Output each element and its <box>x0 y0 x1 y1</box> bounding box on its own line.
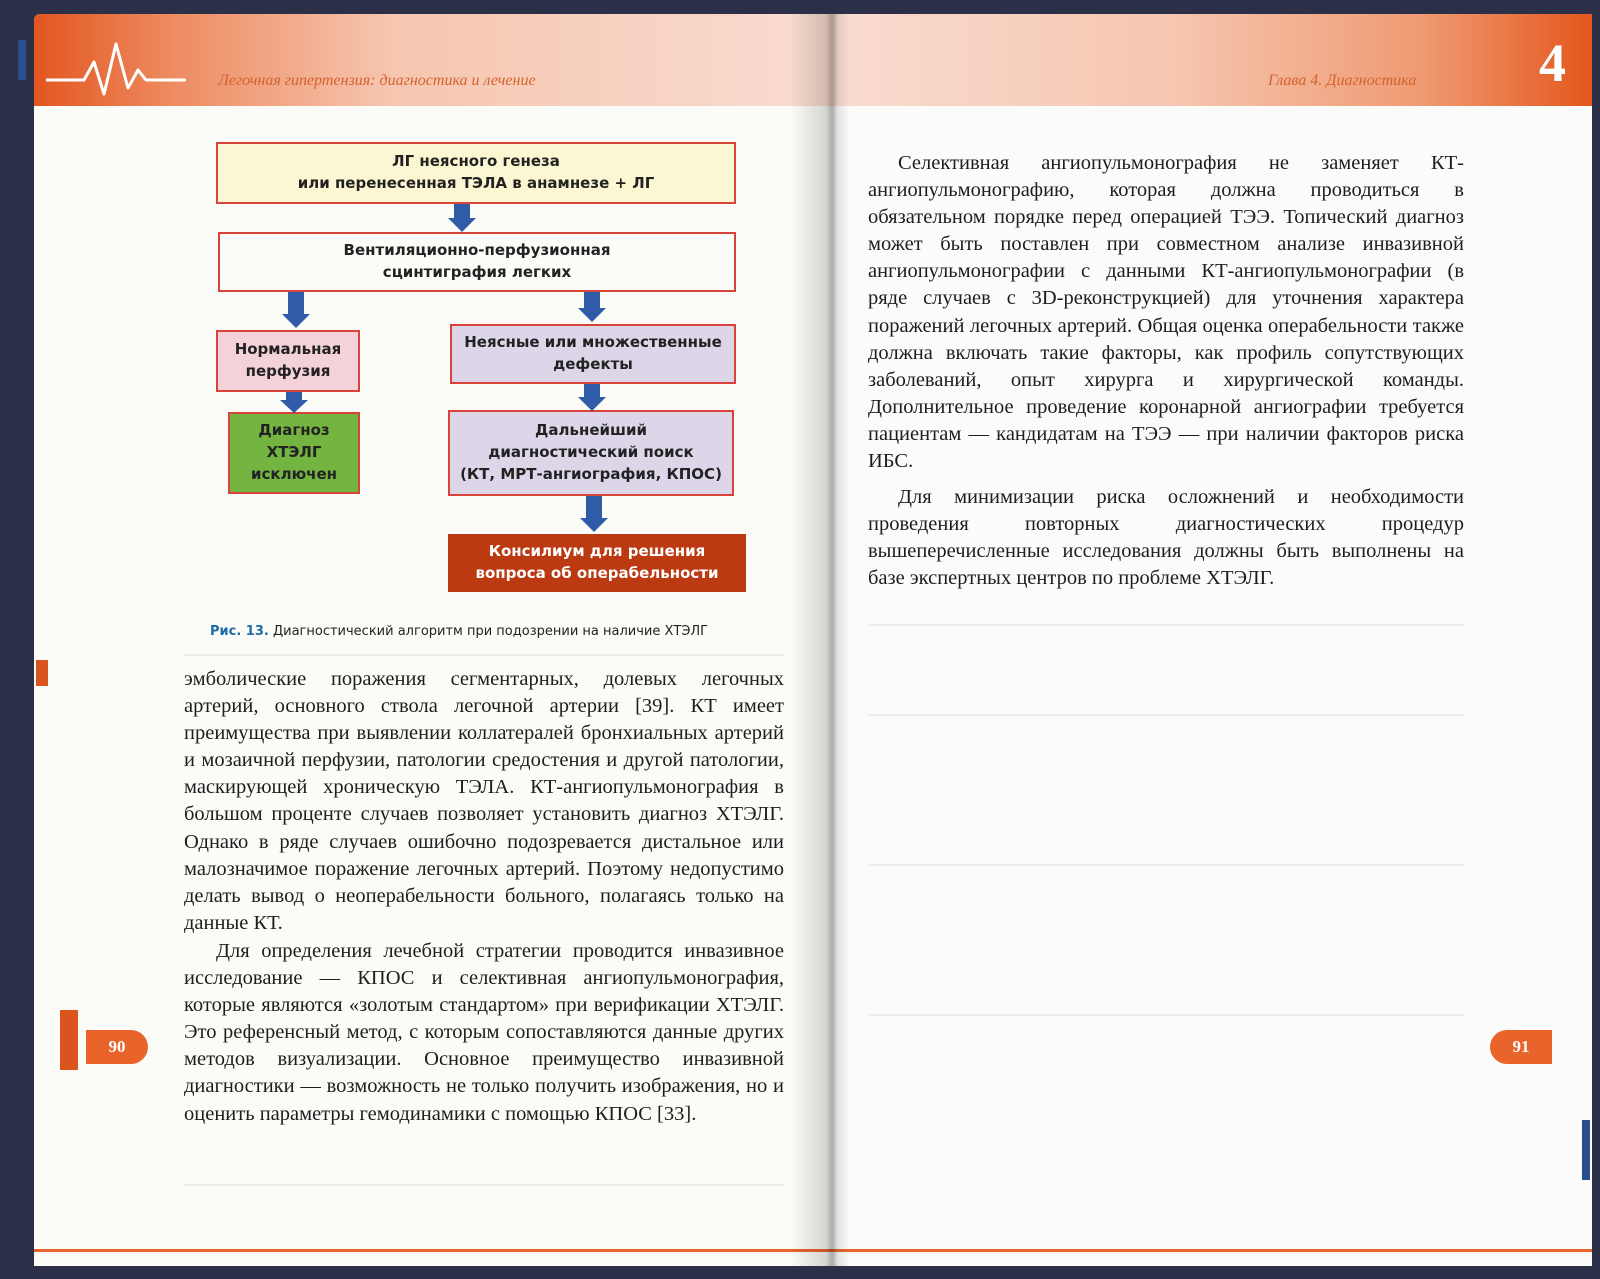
left-page <box>34 14 830 1266</box>
flowchart-box-excluded-text: Диагноз ХТЭЛГ исключен <box>251 421 337 483</box>
flowchart-box-further-search-text: Дальнейший диагностический поиск (КТ, МРТ-ангиография, КПОС) <box>460 421 722 483</box>
flowchart-box-start-text: ЛГ неясного генеза или перенесенная ТЭЛА в анамнезе + ЛГ <box>297 152 655 192</box>
bleed-through <box>868 864 1464 866</box>
figure-caption <box>210 624 708 639</box>
page-number-left: 90 <box>86 1030 148 1064</box>
flowchart-box-scintigraphy-text: Вентиляционно-перфузионная сцинтиграфия легких <box>343 241 611 281</box>
flowchart-arrow <box>280 392 308 414</box>
flowchart-box-defects <box>450 324 736 384</box>
flowchart-box-scintigraphy <box>218 232 736 292</box>
flowchart-box-excluded <box>228 412 360 494</box>
page-edge-mark <box>36 660 48 686</box>
page-edge-mark <box>60 1010 78 1070</box>
left-paragraph-2: Для определения лечебной стратегии проводится инвазивное исследование — КПОС и селективная ангиопульмонография, которые являются «золотым стандартом» при верификации ХТЭЛГ. Это референсный метод, с которым сопоставляются данные других методов визуализации. Основное преимущество инвазивной диагностики — возможность не только получить изображения, но и оценить параметры гемодинамики с помощью КПОС [33]. <box>184 940 784 1125</box>
bleed-through <box>184 1184 784 1186</box>
figure-caption-text: Диагностический алгоритм при подозрении на наличие ХТЭЛГ <box>268 624 709 639</box>
heartbeat-pulse-icon <box>46 32 196 102</box>
page-number-right: 91 <box>1490 1030 1552 1064</box>
figure-label: Рис. 13. <box>210 624 269 639</box>
right-paragraph-2: Для минимизации риска осложнений и необходимости проведения повторных диагностических процедур вышеперечисленные исследования должны быть выполнены на базе экспертных центров по проблеме ХТЭЛГ. <box>868 486 1464 590</box>
left-paragraph-1: эмболические поражения сегментарных, долевых легочных артерий, основного ствола легочной артерии [39]. КТ имеет преимущества при выявлении коллатералей бронхиальных артерий и мозаичной перфузии, патологии средостения и другой патологии, маскирующей хроническую ТЭЛА. КТ-ангиопульмонография в большом проценте случаев позволяет установить диагноз ХТЭЛГ. Однако в ряде случаев ошибочно подозревается дистальное или малозначимое поражение легочных артерий. Поэтому недопустимо делать вывод о неоперабельности больного, полагаясь только на данные КТ. <box>184 668 784 934</box>
flowchart-box-consilium-text: Консилиум для решения вопроса об операбельности <box>475 542 719 582</box>
page-edge-mark <box>18 40 26 80</box>
flowchart-arrow <box>578 384 606 412</box>
right-page <box>830 14 1592 1266</box>
page-edge-mark <box>1582 1120 1590 1180</box>
bleed-through <box>868 714 1464 716</box>
chapter-number: 4 <box>1539 33 1566 93</box>
bleed-through <box>184 654 784 656</box>
running-header-left: Легочная гипертензия: диагностика и лечение <box>218 72 536 89</box>
right-paragraph-1: Селективная ангиопульмонография не заменяет КТ-ангиопульмонографию, которая должна проводиться в обязательном порядке перед операцией ТЭЭ. Топический диагноз может быть поставлен при совместном анализе инвазивной ангиопульмонографии с данными КТ-ангиопульмонографии (в ряде случаев с 3D-реконструкцией) для уточнения характера поражений легочных артерий. Общая оценка операбельности также должна включать такие факторы, как профиль сопутствующих заболеваний, опыт хирурга и хирургической команды. Дополнительное проведение коронарной ангиографии требуется пациентам — кандидатам на ТЭЭ — при наличии факторов риска ИБС. <box>868 152 1464 473</box>
flowchart-arrow <box>578 292 606 324</box>
right-header-band <box>830 14 1592 106</box>
flowchart-arrow <box>448 204 476 234</box>
flowchart-box-defects-text: Неясные или множественные дефекты <box>464 333 722 373</box>
bottom-rule-right <box>830 1249 1592 1252</box>
bleed-through <box>868 624 1464 626</box>
flowchart-box-further-search <box>448 410 734 496</box>
flowchart-arrow <box>580 496 608 534</box>
bleed-through <box>868 1014 1464 1016</box>
flowchart-box-start <box>216 142 736 204</box>
flowchart-box-normal-perfusion <box>216 330 360 392</box>
flowchart-arrow <box>282 292 310 330</box>
flowchart-box-normal-perfusion-text: Нормальная перфузия <box>234 340 342 380</box>
running-header-right: Глава 4. Диагностика <box>1268 72 1417 89</box>
bottom-rule-left <box>34 1249 830 1252</box>
flowchart-box-consilium <box>448 534 746 592</box>
